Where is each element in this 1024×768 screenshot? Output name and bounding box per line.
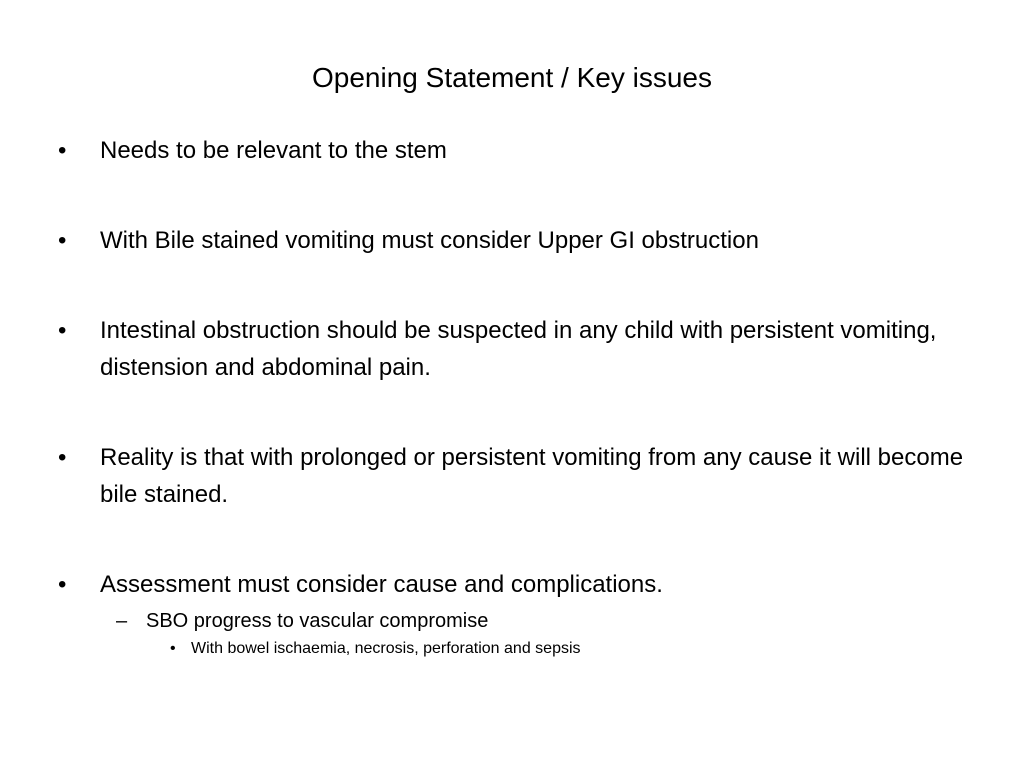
bullet-text: With Bile stained vomiting must consider Upper GI obstruction	[100, 227, 759, 254]
bullet-item	[58, 312, 978, 386]
bullet-marker: •	[58, 227, 67, 254]
slide-title: Opening Statement / Key issues	[312, 62, 712, 93]
dash-marker: –	[116, 610, 128, 632]
bullet-item	[58, 132, 978, 169]
sub-bullet-text: SBO progress to vascular compromise	[146, 610, 489, 632]
bullet-list	[58, 132, 978, 661]
bullet-item	[58, 439, 978, 513]
sub-sub-bullet-list	[146, 637, 978, 661]
sub-sub-bullet-text: With bowel ischaemia, necrosis, perforation and sepsis	[191, 640, 581, 657]
bullet-text: Reality is that with prolonged or persistent vomiting from any cause it will become bile stained.	[100, 444, 964, 508]
sub-bullet-list	[100, 607, 978, 661]
bullet-marker: •	[170, 640, 176, 657]
sub-bullet-item	[102, 607, 978, 661]
bullet-item	[58, 222, 978, 259]
bullet-marker: •	[58, 317, 67, 344]
bullet-item	[58, 566, 978, 661]
sub-sub-bullet-item	[146, 637, 978, 661]
bullet-marker: •	[58, 571, 67, 598]
bullet-text: Intestinal obstruction should be suspected in any child with persistent vomiting, distension and abdominal pain.	[100, 317, 937, 381]
bullet-text: Assessment must consider cause and complications.	[100, 571, 663, 598]
bullet-text: Needs to be relevant to the stem	[100, 137, 447, 164]
bullet-marker: •	[58, 137, 67, 164]
bullet-marker: •	[58, 444, 67, 471]
